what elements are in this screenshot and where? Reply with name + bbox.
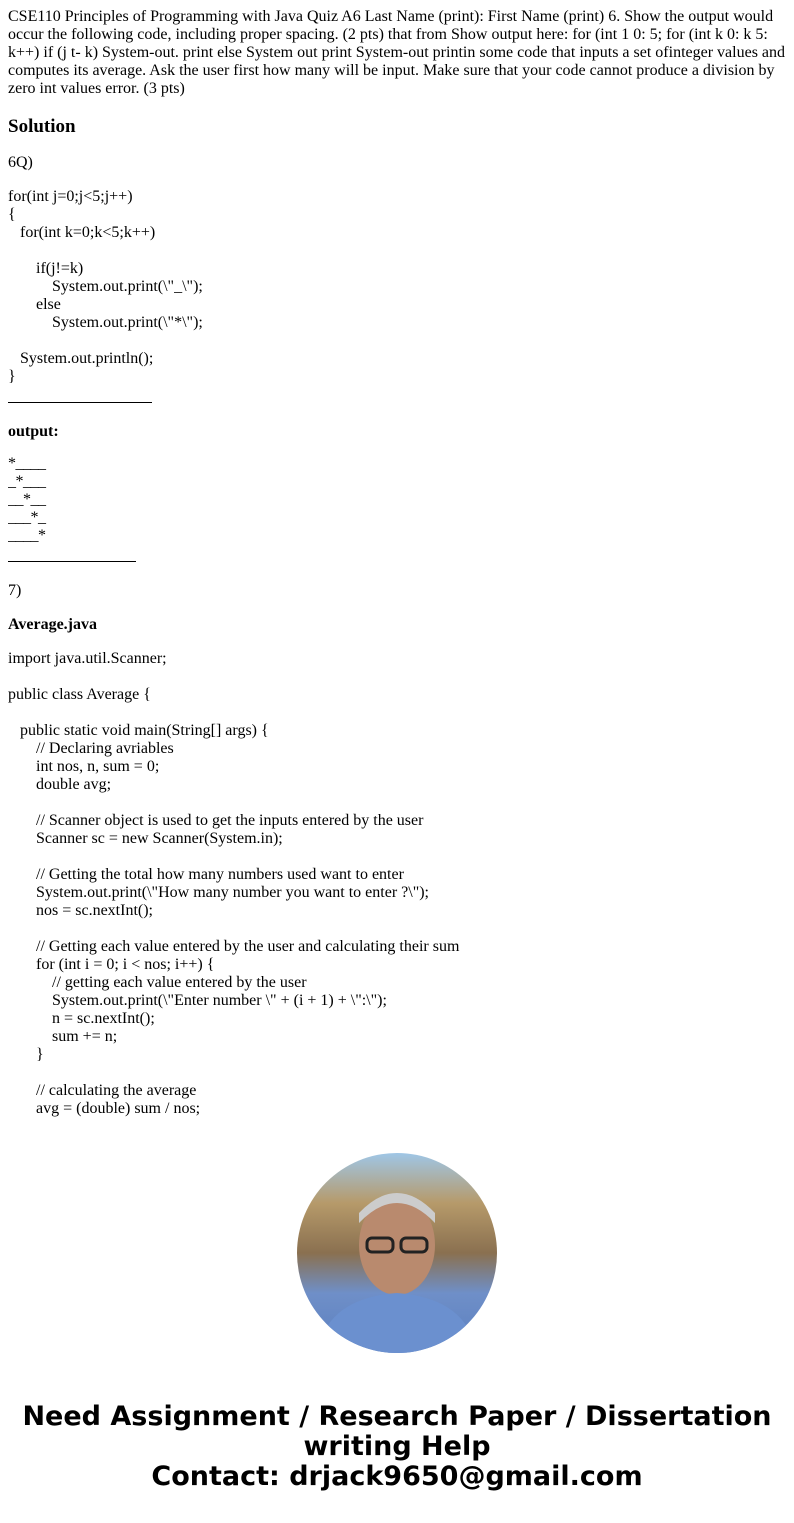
code-line: for (int i = 0; i < nos; i++) { <box>36 956 215 973</box>
code-line: sum += n; <box>52 1028 118 1045</box>
code-line: // Getting the total how many numbers used want to enter <box>36 866 404 883</box>
code-line <box>8 920 788 938</box>
code-line: for(int j=0;j<5;j++) <box>8 188 133 205</box>
code-line: import java.util.Scanner; <box>8 650 167 667</box>
code-line <box>8 668 788 686</box>
code-line: nos = sc.nextInt(); <box>36 902 153 919</box>
code-line: System.out.print(\"*\"); <box>52 314 203 331</box>
code-line: System.out.print(\"How many number you want to enter ?\"); <box>36 884 429 901</box>
document-body <box>8 0 788 1120</box>
banner-line: writing Help <box>303 1431 491 1462</box>
q6-label: 6Q) <box>8 154 33 171</box>
code-line: public static void main(String[] args) { <box>20 722 269 739</box>
code-line: // Getting each value entered by the user and calculating their sum <box>36 938 460 955</box>
code-line: if(j!=k) <box>36 260 84 277</box>
code-line <box>8 332 788 350</box>
code-line <box>8 242 788 260</box>
output-line: _*___ <box>8 473 46 490</box>
code-line: System.out.print(\"Enter number \" + (i + 1) + \":\"); <box>52 992 387 1009</box>
code-line: Scanner sc = new Scanner(System.in); <box>36 830 283 847</box>
code-line: } <box>8 368 16 385</box>
code-line <box>8 848 788 866</box>
banner-line: Need Assignment / Research Paper / Dissertation <box>22 1401 772 1432</box>
code-line <box>8 1064 788 1082</box>
contact-email: Contact: drjack9650@gmail.com <box>151 1461 643 1492</box>
output-line: *____ <box>8 455 46 472</box>
file-name: Average.java <box>8 616 97 633</box>
code-line: { <box>8 206 16 223</box>
code-line <box>8 794 788 812</box>
code-line: else <box>36 296 61 313</box>
output-block <box>8 455 788 545</box>
code-line: public class Average { <box>8 686 151 703</box>
solution-heading: Solution <box>8 116 76 137</box>
code-line: } <box>36 1046 44 1063</box>
code-line: // getting each value entered by the user <box>52 974 307 991</box>
divider <box>8 402 152 403</box>
code-line: double avg; <box>36 776 112 793</box>
divider <box>8 561 136 562</box>
code-line <box>8 704 788 722</box>
code-line: // calculating the average <box>36 1082 197 1099</box>
q7-label: 7) <box>8 582 22 599</box>
code-line: System.out.print(\"_\"); <box>52 278 203 295</box>
q6-code-block <box>8 188 788 386</box>
q7-code-block <box>8 650 788 1118</box>
output-heading: output: <box>8 423 59 440</box>
code-line: avg = (double) sum / nos; <box>36 1100 201 1117</box>
code-line: // Declaring avriables <box>36 740 174 757</box>
output-line: ___*_ <box>8 509 46 526</box>
code-line: System.out.println(); <box>20 350 154 367</box>
code-line: for(int k=0;k<5;k++) <box>20 224 156 241</box>
code-line: // Scanner object is used to get the inputs entered by the user <box>36 812 424 829</box>
code-line: n = sc.nextInt(); <box>52 1010 155 1027</box>
author-avatar <box>297 1153 497 1353</box>
output-line: __*__ <box>8 491 46 508</box>
output-line: ____* <box>8 527 46 544</box>
question-text: CSE110 Principles of Programming with Java Quiz A6 Last Name (print): First Name (print) 6. Show the output would occur the following code, including proper spacing. (2 pts) that from Show output here: for (int 1 0: 5; for (int k 0: k 5: k++) if (j t- k) System-out. print else System out print System-out printin some code that inputs a set ofinteger values and computes its average. Ask the user first how many will be input. Make sure that your code cannot produce a division by zero int values error. (3 pts) <box>8 8 786 97</box>
contact-banner <box>0 1402 794 1492</box>
code-line: int nos, n, sum = 0; <box>36 758 160 775</box>
